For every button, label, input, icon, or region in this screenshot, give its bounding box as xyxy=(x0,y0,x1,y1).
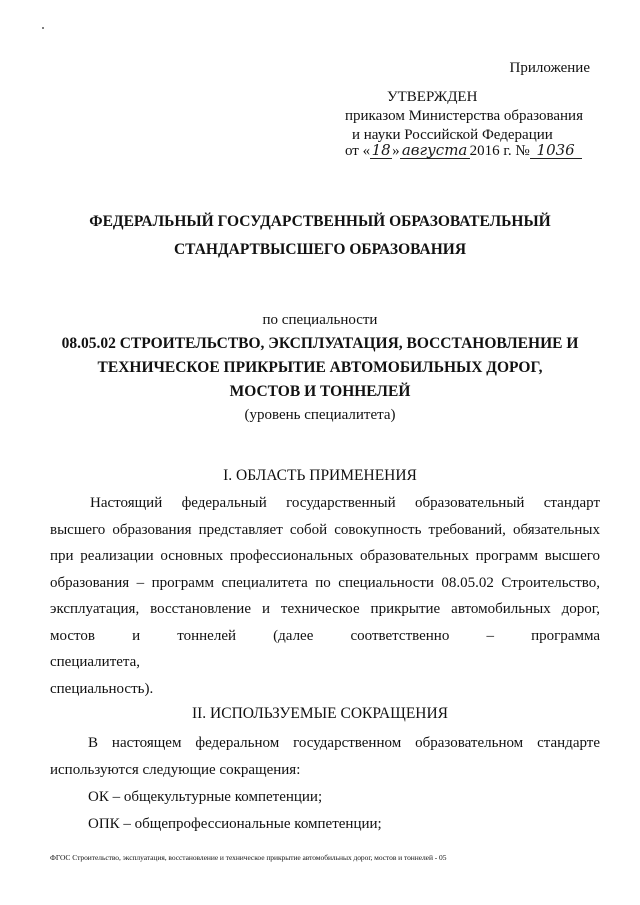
specialty-level: (уровень специалитета) xyxy=(244,407,396,423)
approved-label: УТВЕРЖДЕН xyxy=(387,89,478,105)
para-line: эксплуатация, восстановление и техническое прикрытие автомобильных дорог, xyxy=(50,601,600,617)
order-day: 18 xyxy=(371,141,391,159)
approval-stamp xyxy=(345,88,605,145)
para-line: мостов и тоннелей (далее соответственно – программа специалитета, xyxy=(50,627,600,670)
abbreviation-item: ОК – общекультурные компетенции; xyxy=(88,789,323,805)
specialty-line-1: 08.05.02 СТРОИТЕЛЬСТВО, ЭКСПЛУАТАЦИЯ, ВОССТАНОВЛЕНИЕ И xyxy=(61,335,579,352)
abbreviation-item: ОПК – общепрофессиональные компетенции; xyxy=(88,815,382,832)
specialty-line-2: ТЕХНИЧЕСКОЕ ПРИКРЫТИЕ АВТОМОБИЛЬНЫХ ДОРОГ, xyxy=(97,359,543,376)
specialty-intro: по специальности xyxy=(262,312,378,328)
para-line: специальность). xyxy=(50,680,154,697)
page-footer: ФГОС Строительство, эксплуатация, восстановление и техническое прикрытие автомобильных дорог, мостов и тоннелей - 05 xyxy=(50,853,447,862)
para-line: при реализации основных профессиональных образовательных программ высшего xyxy=(50,548,600,564)
specialty-line-3: МОСТОВ И ТОННЕЛЕЙ xyxy=(229,383,411,400)
para-line: образования – программ специалитета по специальности 08.05.02 Строительство, xyxy=(50,574,600,591)
para-line: В настоящем федеральном государственном образовательном стандарте xyxy=(88,735,600,751)
order-line-1: приказом Министерства образования xyxy=(345,108,583,124)
section-1-paragraph xyxy=(50,490,600,702)
para-line: используются следующие сокращения: xyxy=(50,761,301,778)
date-mid: » xyxy=(392,143,400,159)
para-line: высшего образования представляет собой совокупность требований, обязательных xyxy=(50,521,600,538)
order-line-2: и науки Российской Федерации xyxy=(352,127,553,143)
section-2-heading: II. ИСПОЛЬЗУЕМЫЕ СОКРАЩЕНИЯ xyxy=(191,705,449,722)
appendix-label: Приложение xyxy=(509,60,590,76)
section-2-intro xyxy=(50,730,600,783)
order-year: 2016 г. № xyxy=(469,143,530,159)
specialty-title xyxy=(0,332,640,404)
order-number: 1036 xyxy=(530,142,582,159)
title-line-1: ФЕДЕРАЛЬНЫЙ ГОСУДАРСТВЕННЫЙ ОБРАЗОВАТЕЛЬНЫЙ xyxy=(89,213,551,230)
title-line-2: СТАНДАРТВЫСШЕГО ОБРАЗОВАНИЯ xyxy=(173,241,467,258)
order-month: августа xyxy=(400,142,470,159)
document-title xyxy=(0,210,640,262)
date-prefix: от « xyxy=(345,143,371,159)
abbreviation-list xyxy=(88,784,588,837)
para-line: Настоящий федеральный государственный образовательный стандарт xyxy=(90,495,600,511)
section-1-heading: I. ОБЛАСТЬ ПРИМЕНЕНИЯ xyxy=(223,467,417,484)
order-date-line xyxy=(345,142,582,161)
scan-speck xyxy=(42,27,44,29)
